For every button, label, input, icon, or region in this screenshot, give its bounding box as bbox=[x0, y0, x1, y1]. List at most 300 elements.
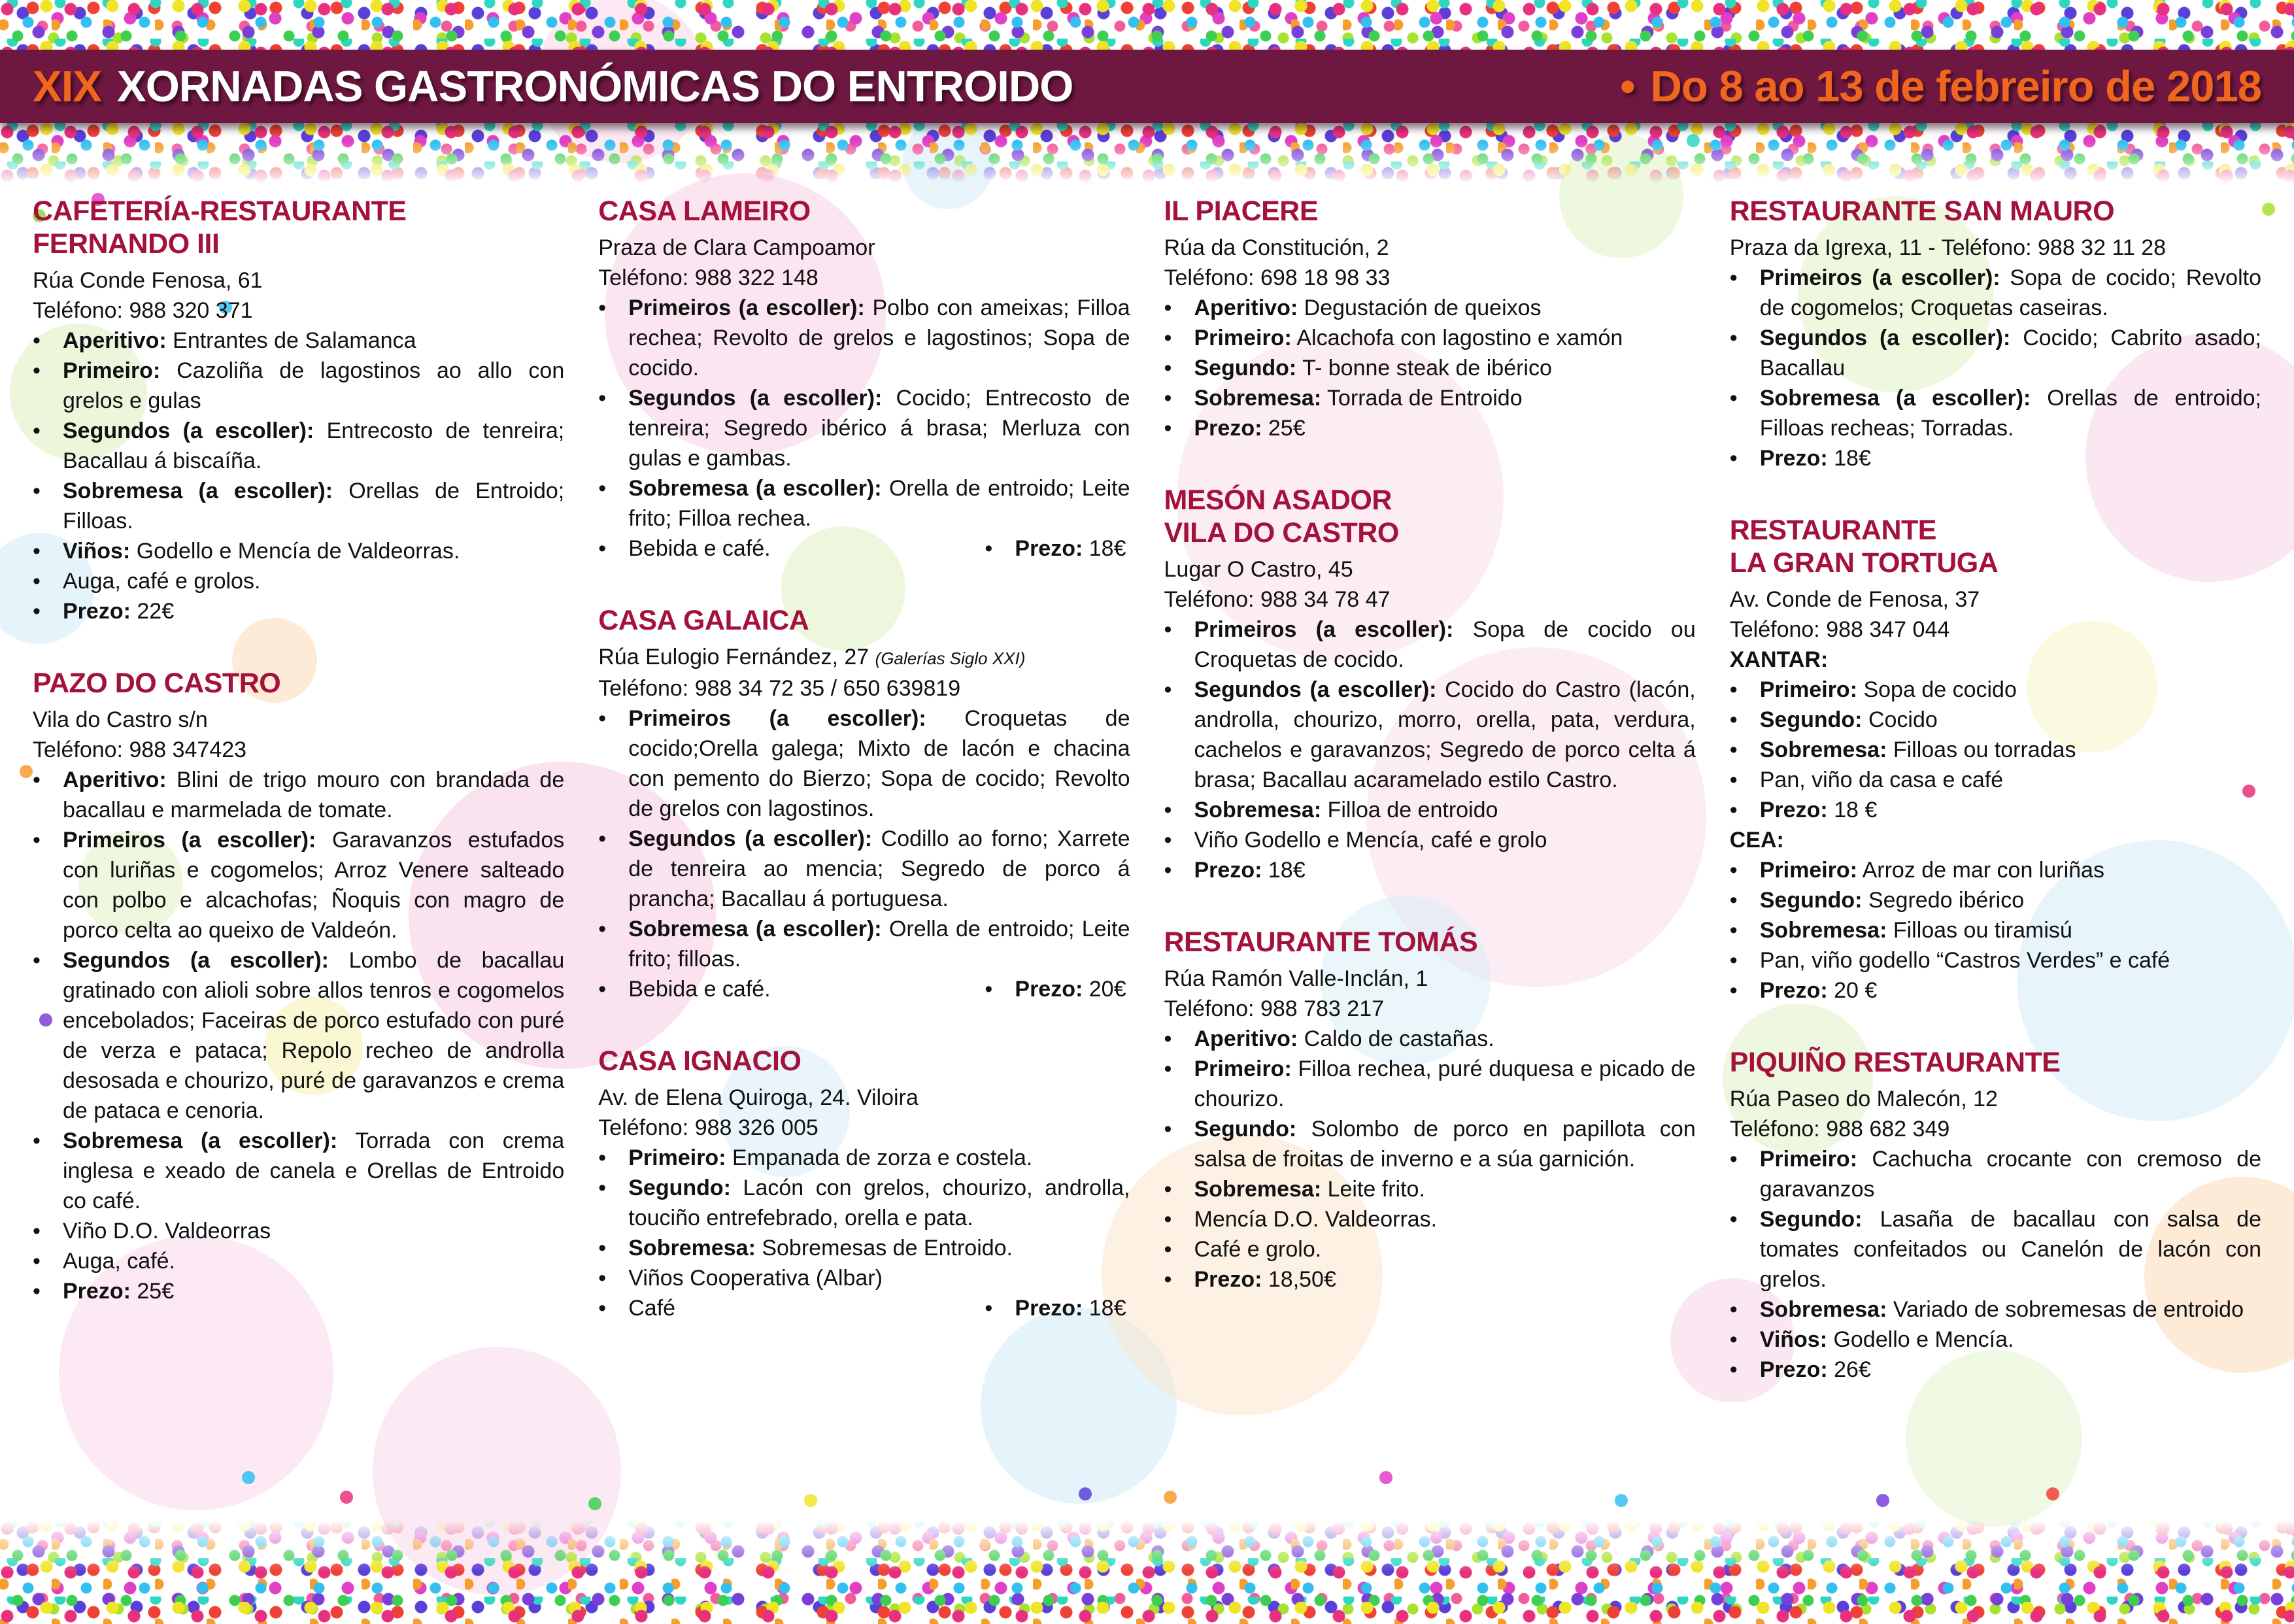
menu-item bbox=[1164, 1234, 1696, 1264]
menu-item-text: Entrecosto de tenreira; Bacallau á biscaíña. bbox=[63, 418, 565, 473]
menu-item-label: Viños: bbox=[63, 539, 131, 564]
restaurant-card bbox=[1730, 195, 2261, 473]
menu-item-text: Filloa de entroido bbox=[1327, 798, 1498, 822]
address-note: (Galerías Siglo XXI) bbox=[875, 649, 1026, 668]
menu-item-label: Segundo: bbox=[1759, 1207, 1863, 1232]
menu-item-text: Auga, café e grolos. bbox=[63, 569, 261, 594]
bullet-icon: • bbox=[985, 536, 993, 561]
menu-section-label: XANTAR: bbox=[1729, 647, 1829, 672]
restaurant-phone: Teléfono: 988 322 148 bbox=[598, 265, 818, 290]
bullet-icon: • bbox=[985, 977, 993, 1002]
bullet-icon: • bbox=[1729, 265, 1738, 290]
restaurant-card bbox=[1730, 1046, 2261, 1385]
menu-item-text: Lasaña de bacallau con salsa de tomates confeitados ou Canelón de lacón con grelos. bbox=[1759, 1207, 2261, 1292]
restaurant-card bbox=[598, 195, 1130, 564]
bullet-icon: • bbox=[1164, 1237, 1172, 1262]
menu-item bbox=[598, 824, 1130, 914]
menu-item bbox=[598, 1263, 1130, 1293]
menu-item-label: Prezo: bbox=[1015, 1296, 1083, 1321]
bullet-icon: • bbox=[33, 569, 41, 594]
menu-item-label: Segundo: bbox=[1759, 888, 1863, 913]
restaurant-card bbox=[33, 667, 564, 1306]
bullet-icon: • bbox=[1164, 296, 1172, 320]
menu-item bbox=[1730, 383, 2261, 443]
menu-item bbox=[1730, 915, 2261, 945]
menu-item-label: Prezo: bbox=[1759, 1357, 1828, 1382]
menu-item-text: Arroz de mar con luriñas bbox=[1862, 858, 2104, 883]
menu-column-2 bbox=[598, 195, 1130, 1538]
menu-item-text: Cocido; Entrecosto de tenreira; Segredo ibérico á brasa; Merluza con gulas e gambas. bbox=[628, 386, 1130, 471]
menu-item-label: Primeiro: bbox=[1759, 1147, 1858, 1172]
restaurant-name-line: PIQUIÑO RESTAURANTE bbox=[1729, 1047, 2061, 1078]
menu-item bbox=[598, 383, 1130, 473]
bullet-icon: • bbox=[33, 539, 41, 564]
menu-item-label: Viños: bbox=[1759, 1327, 1828, 1352]
menu-item-label: Segundo: bbox=[1194, 356, 1297, 381]
menu-item-label: Aperitivo: bbox=[63, 768, 167, 792]
menu-item-label: Prezo: bbox=[1759, 446, 1828, 471]
menu-item bbox=[1164, 1024, 1696, 1054]
menu-item bbox=[33, 356, 564, 416]
restaurant-address bbox=[1164, 554, 1696, 584]
restaurant-name bbox=[1164, 195, 1696, 228]
menu-item-text: Leite frito. bbox=[1327, 1177, 1425, 1202]
restaurant-address bbox=[1730, 233, 2261, 263]
bullet-icon: • bbox=[1729, 707, 1738, 732]
menu-item-text: Cachucha crocante con cremoso de garavanzos bbox=[1759, 1147, 2261, 1202]
menu-item-left bbox=[598, 1293, 675, 1323]
menu-item-label: Primeiro: bbox=[1194, 326, 1292, 350]
menu-item-label: Prezo: bbox=[1194, 858, 1262, 883]
menu-items bbox=[1164, 1024, 1696, 1294]
restaurant-name bbox=[1164, 484, 1696, 549]
menu-item bbox=[1164, 293, 1696, 323]
menu-item-label: Primeiros (a escoller): bbox=[628, 296, 865, 320]
menu-item bbox=[598, 473, 1130, 533]
address-text: Praza da Igrexa, 11 - Teléfono: 988 32 11 28 bbox=[1729, 235, 2166, 260]
menu-item-text: Polbo con ameixas; Filloa rechea; Revolto de grelos e lagostinos; Sopa de cocido. bbox=[628, 296, 1130, 381]
restaurant-address bbox=[1730, 584, 2261, 615]
menu-item bbox=[598, 1233, 1130, 1263]
bullet-icon: • bbox=[33, 768, 41, 792]
bullet-icon: • bbox=[1729, 1327, 1738, 1352]
bullet-icon: • bbox=[1729, 1207, 1738, 1232]
menu-item bbox=[33, 825, 564, 945]
menu-item-text: Cocido; Cabrito asado; Bacallau bbox=[1759, 326, 2261, 381]
restaurant-phone: Teléfono: 988 783 217 bbox=[1164, 996, 1385, 1021]
restaurant-card bbox=[1164, 484, 1696, 885]
menu-item-text: 18€ bbox=[1088, 1296, 1126, 1321]
menu-item-text: Sobremesas de Entroido. bbox=[762, 1236, 1013, 1260]
restaurant-phone: Teléfono: 988 326 005 bbox=[598, 1115, 818, 1140]
menu-item-label: Segundo: bbox=[1759, 707, 1863, 732]
restaurant-phone: Teléfono: 988 34 72 35 / 650 639819 bbox=[598, 676, 961, 701]
restaurant-phone: Teléfono: 988 34 78 47 bbox=[1164, 587, 1391, 612]
menu-item-text: Degustación de queixos bbox=[1304, 296, 1542, 320]
menu-item-text: 18 € bbox=[1834, 798, 1878, 822]
bullet-icon: • bbox=[598, 1296, 607, 1321]
menu-item bbox=[1730, 975, 2261, 1006]
menu-item bbox=[1164, 1174, 1696, 1204]
bullet-icon: • bbox=[598, 977, 607, 1002]
address-text: Av. Conde de Fenosa, 37 bbox=[1729, 587, 1980, 612]
restaurant-card bbox=[1164, 926, 1696, 1294]
menu-item-label: Segundos (a escoller): bbox=[628, 386, 883, 411]
menu-item-label: Segundo: bbox=[628, 1176, 732, 1200]
menu-item bbox=[33, 566, 564, 596]
menu-item-text: Mencía D.O. Valdeorras. bbox=[1194, 1207, 1438, 1232]
menu-items bbox=[1730, 1144, 2261, 1385]
bullet-icon: • bbox=[33, 418, 41, 443]
menu-item-text: Viños Cooperativa (Albar) bbox=[628, 1266, 883, 1291]
menu-item-text: Alcachofa con lagostino e xamón bbox=[1296, 326, 1623, 350]
menu-item-label: Prezo: bbox=[1759, 978, 1828, 1003]
bullet-icon: • bbox=[1164, 1177, 1172, 1202]
bullet-icon: • bbox=[598, 1145, 607, 1170]
address-text: Lugar O Castro, 45 bbox=[1164, 557, 1353, 582]
menu-item bbox=[1164, 323, 1696, 353]
bullet-icon: • bbox=[1164, 1057, 1172, 1081]
menu-item-left bbox=[598, 974, 770, 1004]
menu-item bbox=[598, 533, 1130, 564]
menu-item bbox=[1164, 1054, 1696, 1114]
bullet-icon: • bbox=[1729, 737, 1738, 762]
bullet-icon: • bbox=[1164, 798, 1172, 822]
menu-item-text: Cocido do Castro (lacón, androlla, chourizo, morro, orella, pata, verdura, cachelos e garavanzos; Segredo de porco celta á brasa; Bacallau acaramelado estilo Castro. bbox=[1194, 677, 1696, 792]
menu-item bbox=[598, 703, 1130, 824]
menu-item bbox=[598, 293, 1130, 383]
bullet-icon: • bbox=[1729, 446, 1738, 471]
menu-item-label: Sobremesa: bbox=[1194, 386, 1322, 411]
menu-item bbox=[33, 416, 564, 476]
menu-item-label: Sobremesa (a escoller): bbox=[628, 917, 882, 941]
bullet-icon: • bbox=[1164, 1207, 1172, 1232]
restaurant-name bbox=[1730, 1046, 2261, 1079]
confetti-border-under-header bbox=[0, 123, 2294, 185]
header-band bbox=[0, 50, 2294, 123]
menu-item-text: Cazoliña de lagostinos ao allo con grelos e gulas bbox=[63, 358, 565, 413]
restaurant-address bbox=[598, 642, 1130, 673]
restaurant-address bbox=[1164, 233, 1696, 263]
menu-item-text: Orellas de Entroido; Filloas. bbox=[63, 479, 565, 533]
menu-item-text: Segredo ibérico bbox=[1868, 888, 2025, 913]
menu-item bbox=[33, 596, 564, 626]
menu-column-4 bbox=[1730, 195, 2261, 1538]
menu-items bbox=[1164, 293, 1696, 443]
menu-item bbox=[1730, 263, 2261, 323]
menu-item-text: 18,50€ bbox=[1268, 1267, 1336, 1292]
restaurant-address bbox=[1164, 964, 1696, 994]
menu-items bbox=[1164, 615, 1696, 885]
menu-item-text: Filloa rechea, puré duquesa e picado de chourizo. bbox=[1194, 1057, 1696, 1111]
menu-item-label: Prezo: bbox=[1194, 416, 1262, 441]
menu-item bbox=[598, 974, 1130, 1004]
menu-item-label: Aperitivo: bbox=[1194, 1026, 1298, 1051]
restaurant-name-line: MESÓN ASADOR bbox=[1164, 484, 1392, 516]
menu-item-right bbox=[985, 1293, 1130, 1323]
menu-item-text: Viño D.O. Valdeorras bbox=[63, 1219, 271, 1243]
restaurant-name bbox=[598, 604, 1130, 637]
restaurant-name-line: RESTAURANTE SAN MAURO bbox=[1729, 195, 2115, 227]
menu-item-text: Croquetas de cocido;Orella galega; Mixto de lacón e chacina con pemento do Bierzo; Sopa de cocido; Revolto de grelos con lagostinos. bbox=[628, 706, 1130, 821]
menu-item-label: Segundo: bbox=[1194, 1117, 1297, 1142]
bullet-icon: • bbox=[1164, 617, 1172, 642]
menu-item bbox=[33, 476, 564, 536]
restaurant-name-line: CASA GALAICA bbox=[598, 605, 809, 636]
bullet-icon: • bbox=[598, 1176, 607, 1200]
menu-item bbox=[33, 326, 564, 356]
bullet-icon: • bbox=[33, 828, 41, 853]
confetti-border-bottom bbox=[0, 1519, 2294, 1624]
menu-item-text: Auga, café. bbox=[63, 1249, 176, 1274]
event-dates: Do 8 ao 13 de febreiro de 2018 bbox=[1650, 61, 2261, 111]
menu-item-text: 20€ bbox=[1088, 977, 1126, 1002]
menu-item bbox=[1164, 1264, 1696, 1294]
menu-column-3 bbox=[1164, 195, 1696, 1538]
bullet-icon: • bbox=[33, 1279, 41, 1304]
bullet-icon: • bbox=[1164, 1267, 1172, 1292]
menu-item-label: Sobremesa (a escoller): bbox=[628, 476, 882, 501]
restaurant-phone: Teléfono: 988 347 044 bbox=[1729, 617, 1950, 642]
restaurant-name-line: PAZO DO CASTRO bbox=[33, 668, 281, 699]
menu-item-text: Cocido bbox=[1868, 707, 1938, 732]
menu-item-text: Bebida e café. bbox=[628, 536, 771, 561]
menu-item-text: Orellas de entroido; Filloas recheas; Torradas. bbox=[1759, 386, 2261, 441]
menu-item-text: Sopa de cocido ou Croquetas de cocido. bbox=[1194, 617, 1696, 672]
bullet-icon: • bbox=[1164, 386, 1172, 411]
menu-item-label: Primeiro: bbox=[1194, 1057, 1292, 1081]
confetti-dot bbox=[20, 765, 33, 778]
bullet-icon: • bbox=[1164, 1117, 1172, 1142]
menu-item-text: Bebida e café. bbox=[628, 977, 771, 1002]
title-roman-numeral: XIX bbox=[33, 61, 101, 111]
menu-item-label: Aperitivo: bbox=[1194, 296, 1298, 320]
bullet-icon: • bbox=[1729, 677, 1738, 702]
menu-items bbox=[598, 293, 1130, 564]
menu-item-label: Segundos (a escoller): bbox=[63, 418, 314, 443]
bullet-icon: • bbox=[1729, 1147, 1738, 1172]
bullet-icon: • bbox=[1729, 978, 1738, 1003]
menu-item-text: Variado de sobremesas de entroido bbox=[1893, 1297, 2244, 1322]
menu-item-label: Prezo: bbox=[1759, 798, 1828, 822]
menu-item bbox=[1164, 1114, 1696, 1174]
restaurant-card bbox=[598, 1045, 1130, 1323]
restaurant-phone: Teléfono: 988 320 371 bbox=[33, 298, 253, 323]
bullet-icon: • bbox=[598, 826, 607, 851]
bullet-icon: • bbox=[598, 536, 607, 561]
menu-item-label: Prezo: bbox=[1015, 977, 1083, 1002]
menu-item-label: Primeiros (a escoller): bbox=[1759, 265, 2000, 290]
address-text: Rúa Eulogio Fernández, 27 bbox=[598, 645, 869, 669]
restaurant-name bbox=[33, 195, 564, 260]
restaurant-address bbox=[598, 233, 1130, 263]
bullet-icon: • bbox=[1729, 326, 1738, 350]
restaurant-name bbox=[598, 1045, 1130, 1077]
bullet-icon: • bbox=[598, 917, 607, 941]
menu-item-label: Primeiro: bbox=[63, 358, 161, 383]
bullet-icon: • bbox=[1164, 677, 1172, 702]
address-text: Rúa Conde Fenosa, 61 bbox=[33, 268, 263, 293]
bullet-icon: • bbox=[1729, 1357, 1738, 1382]
menu-item-label: Aperitivo: bbox=[63, 328, 167, 353]
restaurant-name bbox=[1730, 195, 2261, 228]
menu-item-label: Sobremesa (a escoller): bbox=[63, 1128, 338, 1153]
restaurant-name-line: LA GRAN TORTUGA bbox=[1729, 547, 1999, 579]
menu-item-label: Primeiro: bbox=[628, 1145, 726, 1170]
menu-item bbox=[1730, 945, 2261, 975]
restaurant-card bbox=[33, 195, 564, 626]
menu-item bbox=[33, 1216, 564, 1246]
bullet-icon: • bbox=[598, 296, 607, 320]
restaurant-name-line: CASA IGNACIO bbox=[598, 1045, 801, 1077]
address-text: Rúa Paseo do Malecón, 12 bbox=[1729, 1087, 1998, 1111]
menu-item-label: Segundos (a escoller): bbox=[1194, 677, 1437, 702]
menu-item-text: Torrada de Entroido bbox=[1326, 386, 1523, 411]
menu-item-label: Segundos (a escoller): bbox=[628, 826, 873, 851]
restaurant-address bbox=[598, 1083, 1130, 1113]
menu-item-text: Café e grolo. bbox=[1194, 1237, 1322, 1262]
menu-item bbox=[1730, 705, 2261, 735]
menu-section bbox=[1730, 645, 2261, 675]
bullet-icon: • bbox=[598, 1266, 607, 1291]
bullet-icon: • bbox=[33, 1219, 41, 1243]
menu-item-text: Empanada de zorza e costela. bbox=[732, 1145, 1033, 1170]
menu-item-text: Codillo ao forno; Xarrete de tenreira ao mencia; Segredo de porco á prancha; Bacallau á portuguesa. bbox=[628, 826, 1130, 911]
restaurant-phone: Teléfono: 988 682 349 bbox=[1729, 1117, 1950, 1142]
menu-item-label: Primeiros (a escoller): bbox=[1194, 617, 1454, 642]
menu-item-label: Primeiro: bbox=[1759, 677, 1858, 702]
menu-item bbox=[1730, 795, 2261, 825]
menu-item bbox=[598, 1293, 1130, 1323]
menu-item-label: Segundos (a escoller): bbox=[63, 948, 329, 973]
address-text: Av. de Elena Quiroga, 24. Viloira bbox=[598, 1085, 919, 1110]
menu-item-text: 18€ bbox=[1088, 536, 1126, 561]
bullet-icon: • bbox=[598, 476, 607, 501]
menu-item-text: Garavanzos estufados con luriñas e cogomelos; Arroz Venere salteado con polbo e alcachofas; Ñoquis con magro de porco celta ao queixo de Valdeón. bbox=[63, 828, 565, 943]
restaurant-name-line: IL PIACERE bbox=[1164, 195, 1319, 227]
menu-item bbox=[1730, 323, 2261, 383]
menu-item-text: Entrantes de Salamanca bbox=[173, 328, 416, 353]
menu-item-right bbox=[985, 533, 1130, 564]
menu-item-text: 18€ bbox=[1268, 858, 1306, 883]
menu-item bbox=[1164, 353, 1696, 383]
menu-item-label: Prezo: bbox=[63, 1279, 131, 1304]
menu-item-text: Café bbox=[628, 1296, 676, 1321]
menu-item-text: Lacón con grelos, chourizo, androlla, touciño entrefebrado, orella e pata. bbox=[628, 1176, 1130, 1230]
menu-items bbox=[598, 703, 1130, 1004]
bullet-icon: • bbox=[1164, 326, 1172, 350]
menu-item-label: Primeiros (a escoller): bbox=[63, 828, 316, 853]
menu-item bbox=[1164, 825, 1696, 855]
menu-item-text: Blini de trigo mouro con brandada de bacallau e marmelada de tomate. bbox=[63, 768, 565, 822]
menu-item bbox=[1730, 1355, 2261, 1385]
bullet-icon: • bbox=[33, 599, 41, 624]
restaurant-name-line: FERNANDO III bbox=[33, 228, 220, 260]
restaurant-card bbox=[598, 604, 1130, 1004]
menu-item bbox=[1730, 735, 2261, 765]
menu-item-text: Orella de entroido; Leite frito; Filloa rechea. bbox=[628, 476, 1130, 531]
restaurant-name bbox=[1164, 926, 1696, 958]
bullet-icon: • bbox=[33, 328, 41, 353]
restaurant-card bbox=[1164, 195, 1696, 443]
menu-item-label: Sobremesa: bbox=[628, 1236, 756, 1260]
menu-item-text: Filloas ou tiramisú bbox=[1893, 918, 2072, 943]
menu-item-text: Caldo de castañas. bbox=[1304, 1026, 1494, 1051]
address-text: Rúa da Constitución, 2 bbox=[1164, 235, 1389, 260]
bullet-icon: • bbox=[598, 386, 607, 411]
bullet-icon: • bbox=[33, 1128, 41, 1153]
menu-item bbox=[33, 536, 564, 566]
bullet-icon: • bbox=[1729, 888, 1738, 913]
menu-column-1 bbox=[33, 195, 564, 1538]
restaurant-name-line: CAFETERÍA-RESTAURANTE bbox=[33, 195, 407, 227]
menu-item-label: Prezo: bbox=[63, 599, 131, 624]
bullet-icon: • bbox=[1729, 798, 1738, 822]
menu-item-text: Viño Godello e Mencía, café e grolo bbox=[1194, 828, 1547, 853]
menu-item-text: 25€ bbox=[1268, 416, 1306, 441]
address-text: Rúa Ramón Valle-Inclán, 1 bbox=[1164, 966, 1428, 991]
menu-item-text: Sopa de cocido; Revolto de cogomelos; Croquetas caseiras. bbox=[1759, 265, 2261, 320]
restaurant-address bbox=[1730, 1084, 2261, 1114]
menu-item bbox=[1730, 1204, 2261, 1294]
menu-item bbox=[1730, 1294, 2261, 1325]
menu-item bbox=[33, 1246, 564, 1276]
menu-item bbox=[33, 1276, 564, 1306]
menu-item bbox=[1164, 413, 1696, 443]
restaurant-name bbox=[1730, 514, 2261, 579]
confetti-border-top bbox=[0, 0, 2294, 50]
menu-item-text: 18€ bbox=[1834, 446, 1871, 471]
menu-item bbox=[1164, 855, 1696, 885]
header-date-group bbox=[1620, 61, 2261, 112]
menu-item bbox=[1730, 1144, 2261, 1204]
menu-item-label: Sobremesa: bbox=[1194, 798, 1322, 822]
bullet-icon: • bbox=[33, 948, 41, 973]
menu-item-text: Solombo de porco en papillota con salsa de froitas de inverno e a súa garnición. bbox=[1194, 1117, 1696, 1172]
menu-columns bbox=[33, 195, 2261, 1538]
menu-item-label: Primeiro: bbox=[1759, 858, 1858, 883]
menu-item bbox=[1730, 443, 2261, 473]
menu-item-text: 26€ bbox=[1834, 1357, 1871, 1382]
menu-item-text: Orella de entroido; Leite frito; filloas. bbox=[628, 917, 1130, 972]
menu-section-label: CEA: bbox=[1729, 828, 1784, 853]
menu-item-label: Prezo: bbox=[1194, 1267, 1262, 1292]
menu-item bbox=[1730, 675, 2261, 705]
address-text: Praza de Clara Campoamor bbox=[598, 235, 875, 260]
confetti-dot bbox=[2262, 203, 2275, 216]
menu-item-right bbox=[985, 974, 1130, 1004]
menu-item bbox=[1730, 1325, 2261, 1355]
menu-item-label: Sobremesa (a escoller): bbox=[63, 479, 333, 503]
menu-item-text: 25€ bbox=[137, 1279, 175, 1304]
menu-item-text: Sopa de cocido bbox=[1863, 677, 2017, 702]
menu-item-text: T- bonne steak de ibérico bbox=[1302, 356, 1552, 381]
restaurant-card bbox=[1730, 514, 2261, 1006]
menu-items bbox=[33, 765, 564, 1306]
menu-item-text: Godello e Mencía de Valdeorras. bbox=[136, 539, 460, 564]
restaurant-phone: Teléfono: 988 347423 bbox=[33, 737, 247, 762]
bullet-icon: • bbox=[985, 1296, 993, 1321]
bullet-icon: • bbox=[1164, 828, 1172, 853]
menu-items bbox=[1730, 263, 2261, 473]
menu-item-text: 20 € bbox=[1834, 978, 1878, 1003]
restaurant-name bbox=[33, 667, 564, 700]
menu-items bbox=[598, 1143, 1130, 1323]
menu-item-label: Prezo: bbox=[1015, 536, 1083, 561]
menu-item-text: Pan, viño godello “Castros Verdes” e café bbox=[1759, 948, 2170, 973]
bullet-icon: • bbox=[33, 1249, 41, 1274]
menu-item bbox=[1164, 675, 1696, 795]
